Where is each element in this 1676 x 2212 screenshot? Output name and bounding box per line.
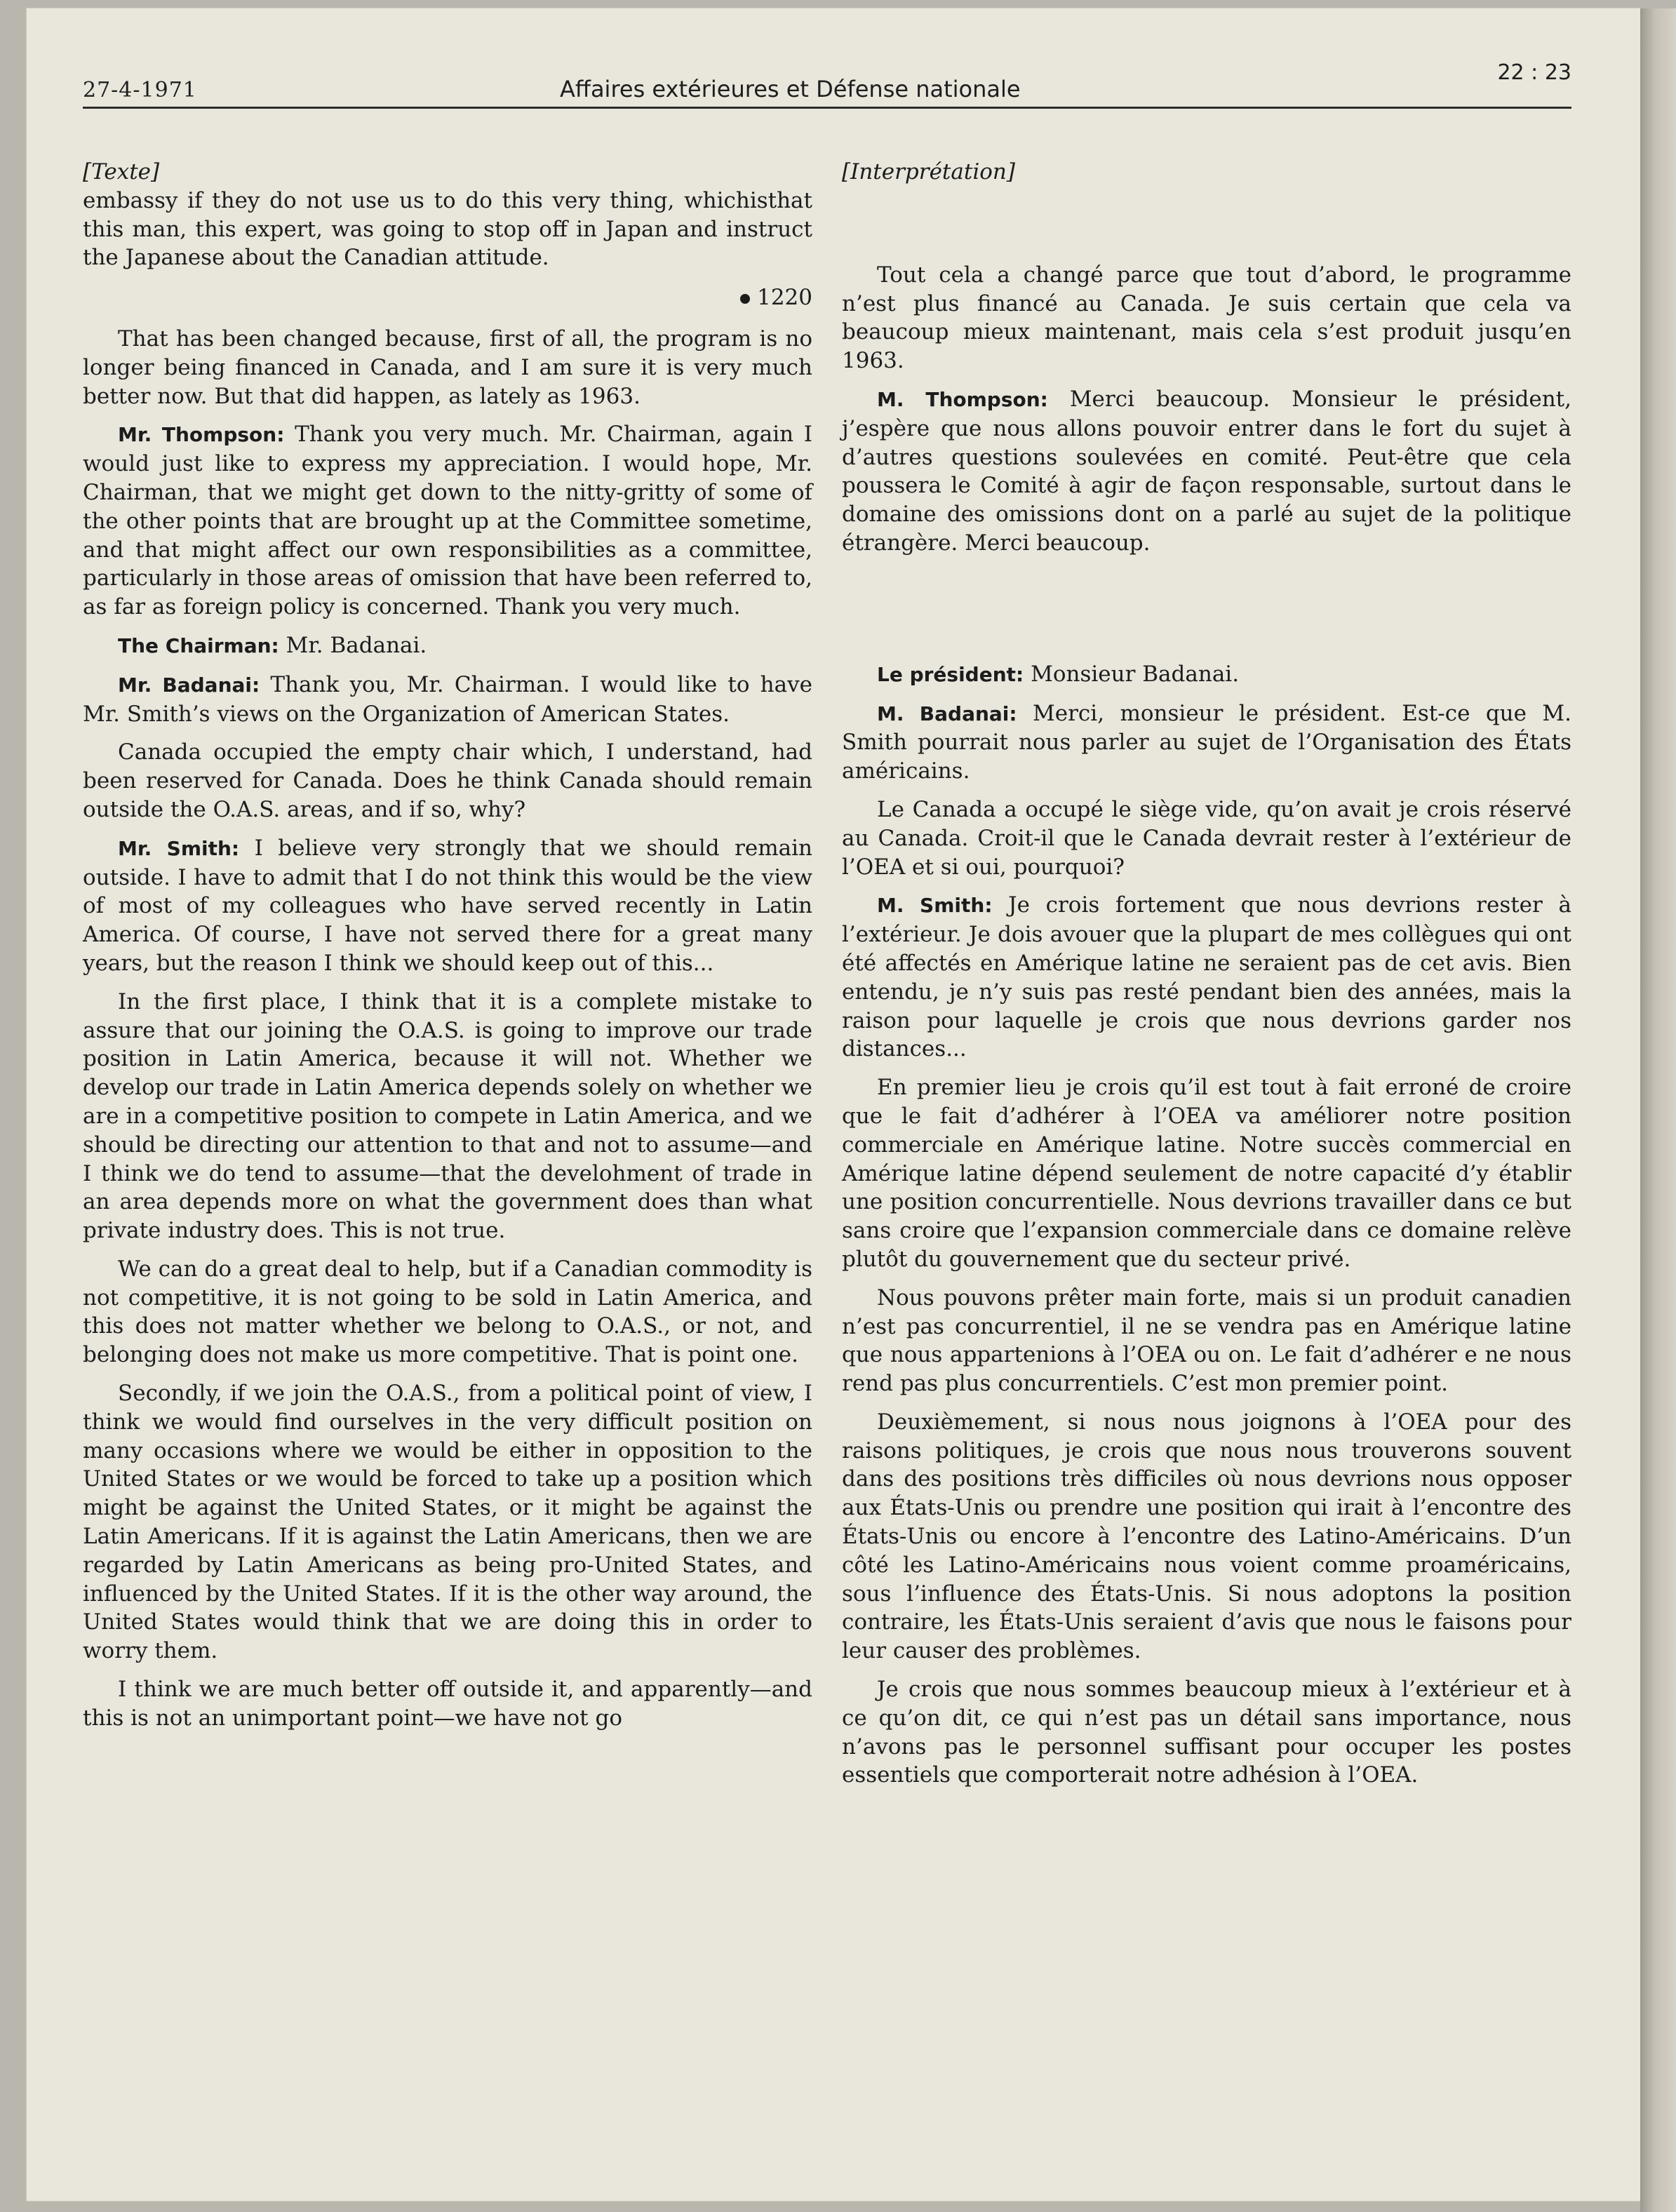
paragraph bbox=[842, 660, 1571, 690]
paragraph bbox=[842, 891, 1571, 1064]
speech-text: Monsieur Badanai. bbox=[1024, 661, 1240, 687]
speech-text: I believe very strongly that we should remain outside. I have to admit that I do not think this would be the view of most of my colleagues who have served recently in Latin America. Of course, I have not served there for a great many years, but the reason I think we should keep out of this... bbox=[83, 835, 812, 976]
speaker-name: M. Badanai: bbox=[877, 702, 1017, 725]
paragraph: In the first place, I think that it is a complete mistake to assure that our joining the O.A.S. is going to improve our trade position in Latin America, because it will not. Whether we develop our trade in Latin America depends solely on whether we are in a competitive position to compete in Latin America, and we should be directing our attention to that and not to assume—and I think we do tend to assume—that the develohment of trade in an area depends more on what the government does than what private industry does. This is not true. bbox=[83, 988, 812, 1244]
paragraph bbox=[83, 420, 812, 622]
paragraph bbox=[83, 631, 812, 661]
header-date: 27-4-1971 bbox=[83, 78, 197, 102]
time-marker bbox=[83, 283, 812, 312]
speech-text: Merci, monsieur le président. Est-ce que M. Smith pourrait nous parler au sujet de l’Organisation des États américains. bbox=[842, 700, 1571, 784]
bullet-icon bbox=[740, 294, 750, 304]
paragraph: embassy if they do not use us to do this very thing, whichisthat this man, this expert, was going to stop off in Japan and instruct the Japanese about the Canadian attitude. bbox=[83, 187, 812, 271]
paragraph: Nous pouvons prêter main forte, mais si un produit canadien n’est pas concurrentiel, il ne se vendra pas en Amérique latine que nous appartenions à l’OEA ou on. Le fait d’adhérer e ne nous rend pas plus concurrentiels. C’est mon premier point. bbox=[842, 1285, 1571, 1397]
header-title: Affaires extérieures et Défense nationale bbox=[560, 76, 1021, 102]
paragraph bbox=[83, 834, 812, 978]
speech-text: Thank you, Mr. Chairman. I would like to have Mr. Smith’s views on the Organization of American States. bbox=[83, 671, 812, 727]
speaker-name: The Chairman: bbox=[118, 634, 279, 657]
speaker-name: Mr. Badanai: bbox=[118, 673, 260, 697]
paragraph: Le Canada a occupé le siège vide, qu’on avait je crois réservé au Canada. Croit-il que le Canada devrait rester à l’extérieur de l’OEA et si oui, pourquoi? bbox=[842, 796, 1571, 880]
speech-text: Thank you very much. Mr. Chairman, again I would just like to express my appreciation. I would hope, Mr. Chairman, that we might get down to the nitty-gritty of some of the other points that are brought up at the Committee sometime, and that might affect our own responsibilities as a committee, particularly in those areas of omission that have been referred to, as far as foreign policy is concerned. Thank you very much. bbox=[83, 422, 812, 620]
time-marker-value: 1220 bbox=[757, 285, 812, 311]
paragraph: En premier lieu je crois qu’il est tout à fait erroné de croire que le fait d’adhérer à l’OEA va améliorer notre position commerciale en Amérique latine. Notre succès commercial en Amérique latine dépend seulement de notre capacité d’y établir une position concurrentielle. Nous devrions travailler dans ce but sans croire que l’expansion commerciale dans ce domaine relève plutôt du gouvernement que du secteur privé. bbox=[842, 1075, 1571, 1272]
speaker-name: M. Smith: bbox=[877, 894, 993, 918]
page-edge bbox=[1640, 8, 1676, 2212]
english-column bbox=[83, 158, 812, 1743]
french-column bbox=[842, 158, 1571, 1799]
speech-text: Mr. Badanai. bbox=[279, 632, 427, 658]
paragraph: We can do a great deal to help, but if a Canadian commodity is not competitive, it is not going to be sold in Latin America, and this does not matter whether we belong to O.A.S., or not, and belonging does not make us more competitive. That is point one. bbox=[83, 1256, 812, 1368]
paragraph bbox=[842, 699, 1571, 786]
spacer bbox=[842, 224, 1571, 261]
speaker-name: M. Thompson: bbox=[877, 387, 1048, 411]
paragraph bbox=[842, 385, 1571, 558]
paragraph bbox=[83, 671, 812, 729]
paragraph: I think we are much better off outside it, and apparently—and this is not an unimportant point—we have not go bbox=[83, 1677, 812, 1731]
header-page-number: 22 : 23 bbox=[1497, 60, 1571, 85]
speaker-name: Le président: bbox=[877, 662, 1024, 686]
paragraph: Deuxièmement, si nous nous joignons à l’OEA pour des raisons politiques, je crois que nous nous trouverons souvent dans des positions très difficiles où nous devrions nous opposer aux États-Unis ou prendre une position qui irait à l’encontre des États-Unis ou encore à l’encontre des Latino-Américains. D’un côté les Latino-Américains nous voient comme proaméricains, sous l’influence des États-Unis. Si nous adoptons la position contraire, les États-Unis seraient d’avis que nous le faisons pour leur causer des problèmes. bbox=[842, 1409, 1571, 1664]
paragraph: Je crois que nous sommes beaucoup mieux à l’extérieur et à ce qu’on dit, ce qui n’est pas un détail sans importance, nous n’avons pas le personnel suffisant pour occuper les postes essentiels que comporterait notre adhésion à l’OEA. bbox=[842, 1677, 1571, 1788]
speech-text: Merci beaucoup. Monsieur le président, j’espère que nous allons pouvoir entrer dans le fort du sujet à d’autres questions soulevées en comité. Peut-être que cela poussera le Comité à agir de façon responsable, surtout dans le domaine des omissions dont on a parlé au sujet de la politique étrangère. Merci beaucoup. bbox=[842, 386, 1571, 556]
paragraph: Secondly, if we join the O.A.S., from a political point of view, I think we would find ourselves in the very difficult position on many occasions where we would be either in opposition to the United States or we would be forced to take up a position which might be against the United States, or it might be against the Latin Americans. If it is against the Latin Americans, then we are regarded by Latin Americans as being pro-United States, and influenced by the United States. If it is the other way around, the United States would think that we are doing this in order to worry them. bbox=[83, 1381, 812, 1664]
spacer bbox=[842, 187, 1571, 224]
paragraph: That has been changed because, first of all, the program is no longer being financed in Canada, and I am sure it is very much better now. But that did happen, as lately as 1963. bbox=[83, 326, 812, 409]
speaker-name: Mr. Smith: bbox=[118, 836, 240, 860]
speaker-name: Mr. Thompson: bbox=[118, 423, 285, 447]
text-label: [Texte] bbox=[83, 159, 160, 185]
page-header bbox=[83, 62, 1571, 109]
spacer bbox=[842, 568, 1571, 660]
interpretation-label: [Interprétation] bbox=[842, 159, 1015, 185]
paragraph: Tout cela a changé parce que tout d’abord, le programme n’est plus financé au Canada. Je suis certain que cela va beaucoup mieux maintenant, mais cela s’est produit jusqu’en 1963. bbox=[842, 262, 1571, 374]
speech-text: Je crois fortement que nous devrions rester à l’extérieur. Je dois avouer que la plupart de mes collègues qui ont été affectés en Amérique latine ne seraient pas de cet avis. Bien entendu, je n’y suis pas resté pendant bien des années, mais la raison pour laquelle je crois que nous devrions garder nos distances... bbox=[842, 892, 1571, 1062]
paragraph: Canada occupied the empty chair which, I understand, had been reserved for Canada. Does he think Canada should remain outside the O.A.S. areas, and if so, why? bbox=[83, 739, 812, 822]
